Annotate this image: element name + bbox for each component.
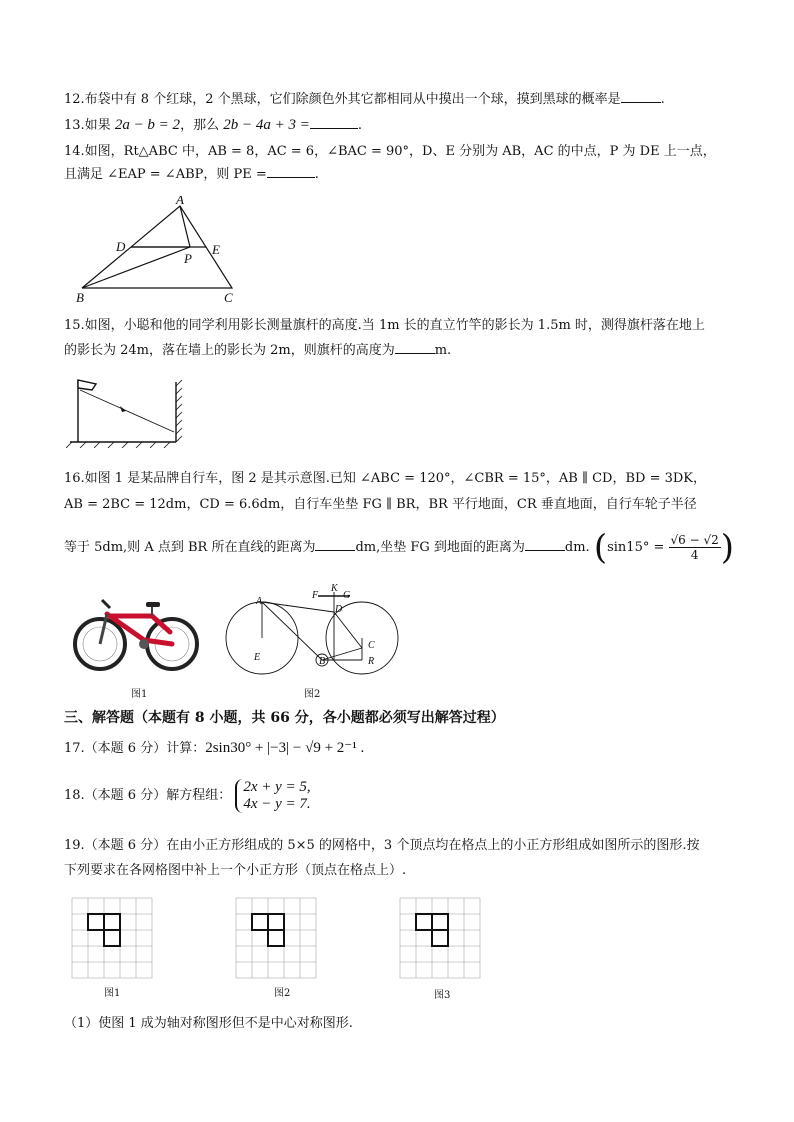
q19-figure-3-caption: 图3 <box>434 990 451 1001</box>
q19-figure-1-caption: 图1 <box>104 988 121 999</box>
question-15-line-2: 的影长为 24m，落在墙上的影长为 2m，则旗杆的高度为 m. <box>64 343 452 358</box>
q18-equation-system: 2x + y = 5, 4x − y = 7. <box>235 779 310 813</box>
q16-answer-blank-2[interactable] <box>525 538 565 551</box>
question-12: 12.布袋中有 8 个红球，2 个黑球，它们除颜色外其它都相同从中摸出一个球，摸到黑球的概率是 . <box>64 92 665 107</box>
label-G: G <box>343 590 351 601</box>
q19-grid-1[interactable] <box>70 896 160 980</box>
q12-text: 12.布袋中有 8 个红球，2 个黑球，它们除颜色外其它都相同从中摸出一个球，摸到黑球的概率是 <box>64 92 621 107</box>
q17-expression: 2sin30° + |−3| − √9 + 2⁻¹ . <box>205 740 365 756</box>
question-16-line-2: AB = 2BC = 12dm，CD = 6.6dm，自行车坐垫 FG ∥ BR，BR 平行地面，CR 垂直地面，自行车轮子半径 <box>64 497 697 512</box>
shape-square <box>252 914 268 930</box>
label-P: P <box>184 251 192 266</box>
shape-square <box>88 914 104 930</box>
q13-answer-blank[interactable] <box>310 116 358 129</box>
question-18: 18.（本题 6 分）解方程组： 2x + y = 5, 4x − y = 7. <box>64 778 311 812</box>
q14-triangle-figure <box>72 196 242 306</box>
q19-grid-3[interactable] <box>398 896 488 980</box>
q16-bicycle-photo <box>72 592 202 674</box>
q12-answer-blank[interactable] <box>621 90 661 103</box>
shape-square <box>432 930 448 946</box>
question-14-line-1: 14.如图，Rt△ABC 中，AB = 8，AC = 6，∠BAC = 90°，D、E 分别为 AB，AC 的中点，P 为 DE 上一点， <box>64 144 716 159</box>
label-B: B <box>76 290 84 305</box>
label-E: E <box>254 652 261 663</box>
q13-equation-2: 2b − 4a + 3 = <box>223 117 310 133</box>
question-17: 17.（本题 6 分）计算：2sin30° + |−3| − √9 + 2⁻¹ . <box>64 740 365 756</box>
section-3-heading: 三、解答题（本题有 8 小题，共 66 分，各小题都必须写出解答过程） <box>64 710 505 726</box>
question-16-line-1: 16.如图 1 是某品牌自行车，图 2 是其示意图.已知 ∠ABC = 120°，∠CBR = 15°，AB ∥ CD，BD = 3DK， <box>64 471 707 486</box>
label-D: D <box>335 604 343 615</box>
shape-square <box>268 914 284 930</box>
q14-answer-blank[interactable] <box>267 165 315 178</box>
shape-square <box>268 930 284 946</box>
q13-equation-1: 2a − b = 2 <box>114 117 181 133</box>
shape-square <box>432 914 448 930</box>
q16-answer-blank-1[interactable] <box>315 538 355 551</box>
q16-bicycle-schematic <box>222 582 408 682</box>
question-13: 13.如果 2a − b = 2，那么 2b − 4a + 3 = . <box>64 117 362 133</box>
label-D: D <box>116 239 126 254</box>
q15-answer-blank[interactable] <box>395 341 435 354</box>
q15-flagpole-figure <box>66 374 186 448</box>
question-19-line-1: 19.（本题 6 分）在由小正方形组成的 5×5 的网格中，3 个顶点均在格点上的小正方形组成如图所示的图形.按 <box>64 838 700 853</box>
shape-square <box>416 914 432 930</box>
label-F: F <box>312 590 319 601</box>
label-B: B <box>319 656 326 667</box>
shape-square <box>104 930 120 946</box>
label-C: C <box>368 640 375 651</box>
question-16-line-3: 等于 5dm,则 A 点到 BR 所在直线的距离为 dm,坐垫 FG 到地面的距离为 dm. (sin15° = $\frac{√6 - √2}{4}$) <box>64 527 735 568</box>
q19-figure-2-caption: 图2 <box>274 988 291 999</box>
label-A: A <box>176 196 184 207</box>
q16-sin-fraction: $\frac{√6 - √2}{4}$ <box>670 533 719 562</box>
question-19-line-2: 下列要求在各网格图中补上一个小正方形（顶点在格点上）. <box>64 863 407 878</box>
q16-figure-1-caption: 图1 <box>131 689 148 700</box>
label-R: R <box>368 656 375 667</box>
label-E: E <box>212 242 220 257</box>
q19-grid-2[interactable] <box>234 896 324 980</box>
shape-square <box>104 914 120 930</box>
question-15-line-1: 15.如图，小聪和他的同学利用影长测量旗杆的高度.当 1m 长的直立竹竿的影长为 1.5m 时，测得旗杆落在地上 <box>64 318 705 333</box>
question-19-part-1: （1）使图 1 成为轴对称图形但不是中心对称图形. <box>64 1016 353 1031</box>
question-14-line-2: 且满足 ∠EAP = ∠ABP，则 PE = . <box>64 167 319 182</box>
q16-sin-hint: sin15° = <box>607 540 665 555</box>
q16-figure-2-caption: 图2 <box>304 689 321 700</box>
label-C: C <box>224 290 233 305</box>
label-A: A <box>256 596 263 607</box>
label-K: K <box>331 583 338 594</box>
